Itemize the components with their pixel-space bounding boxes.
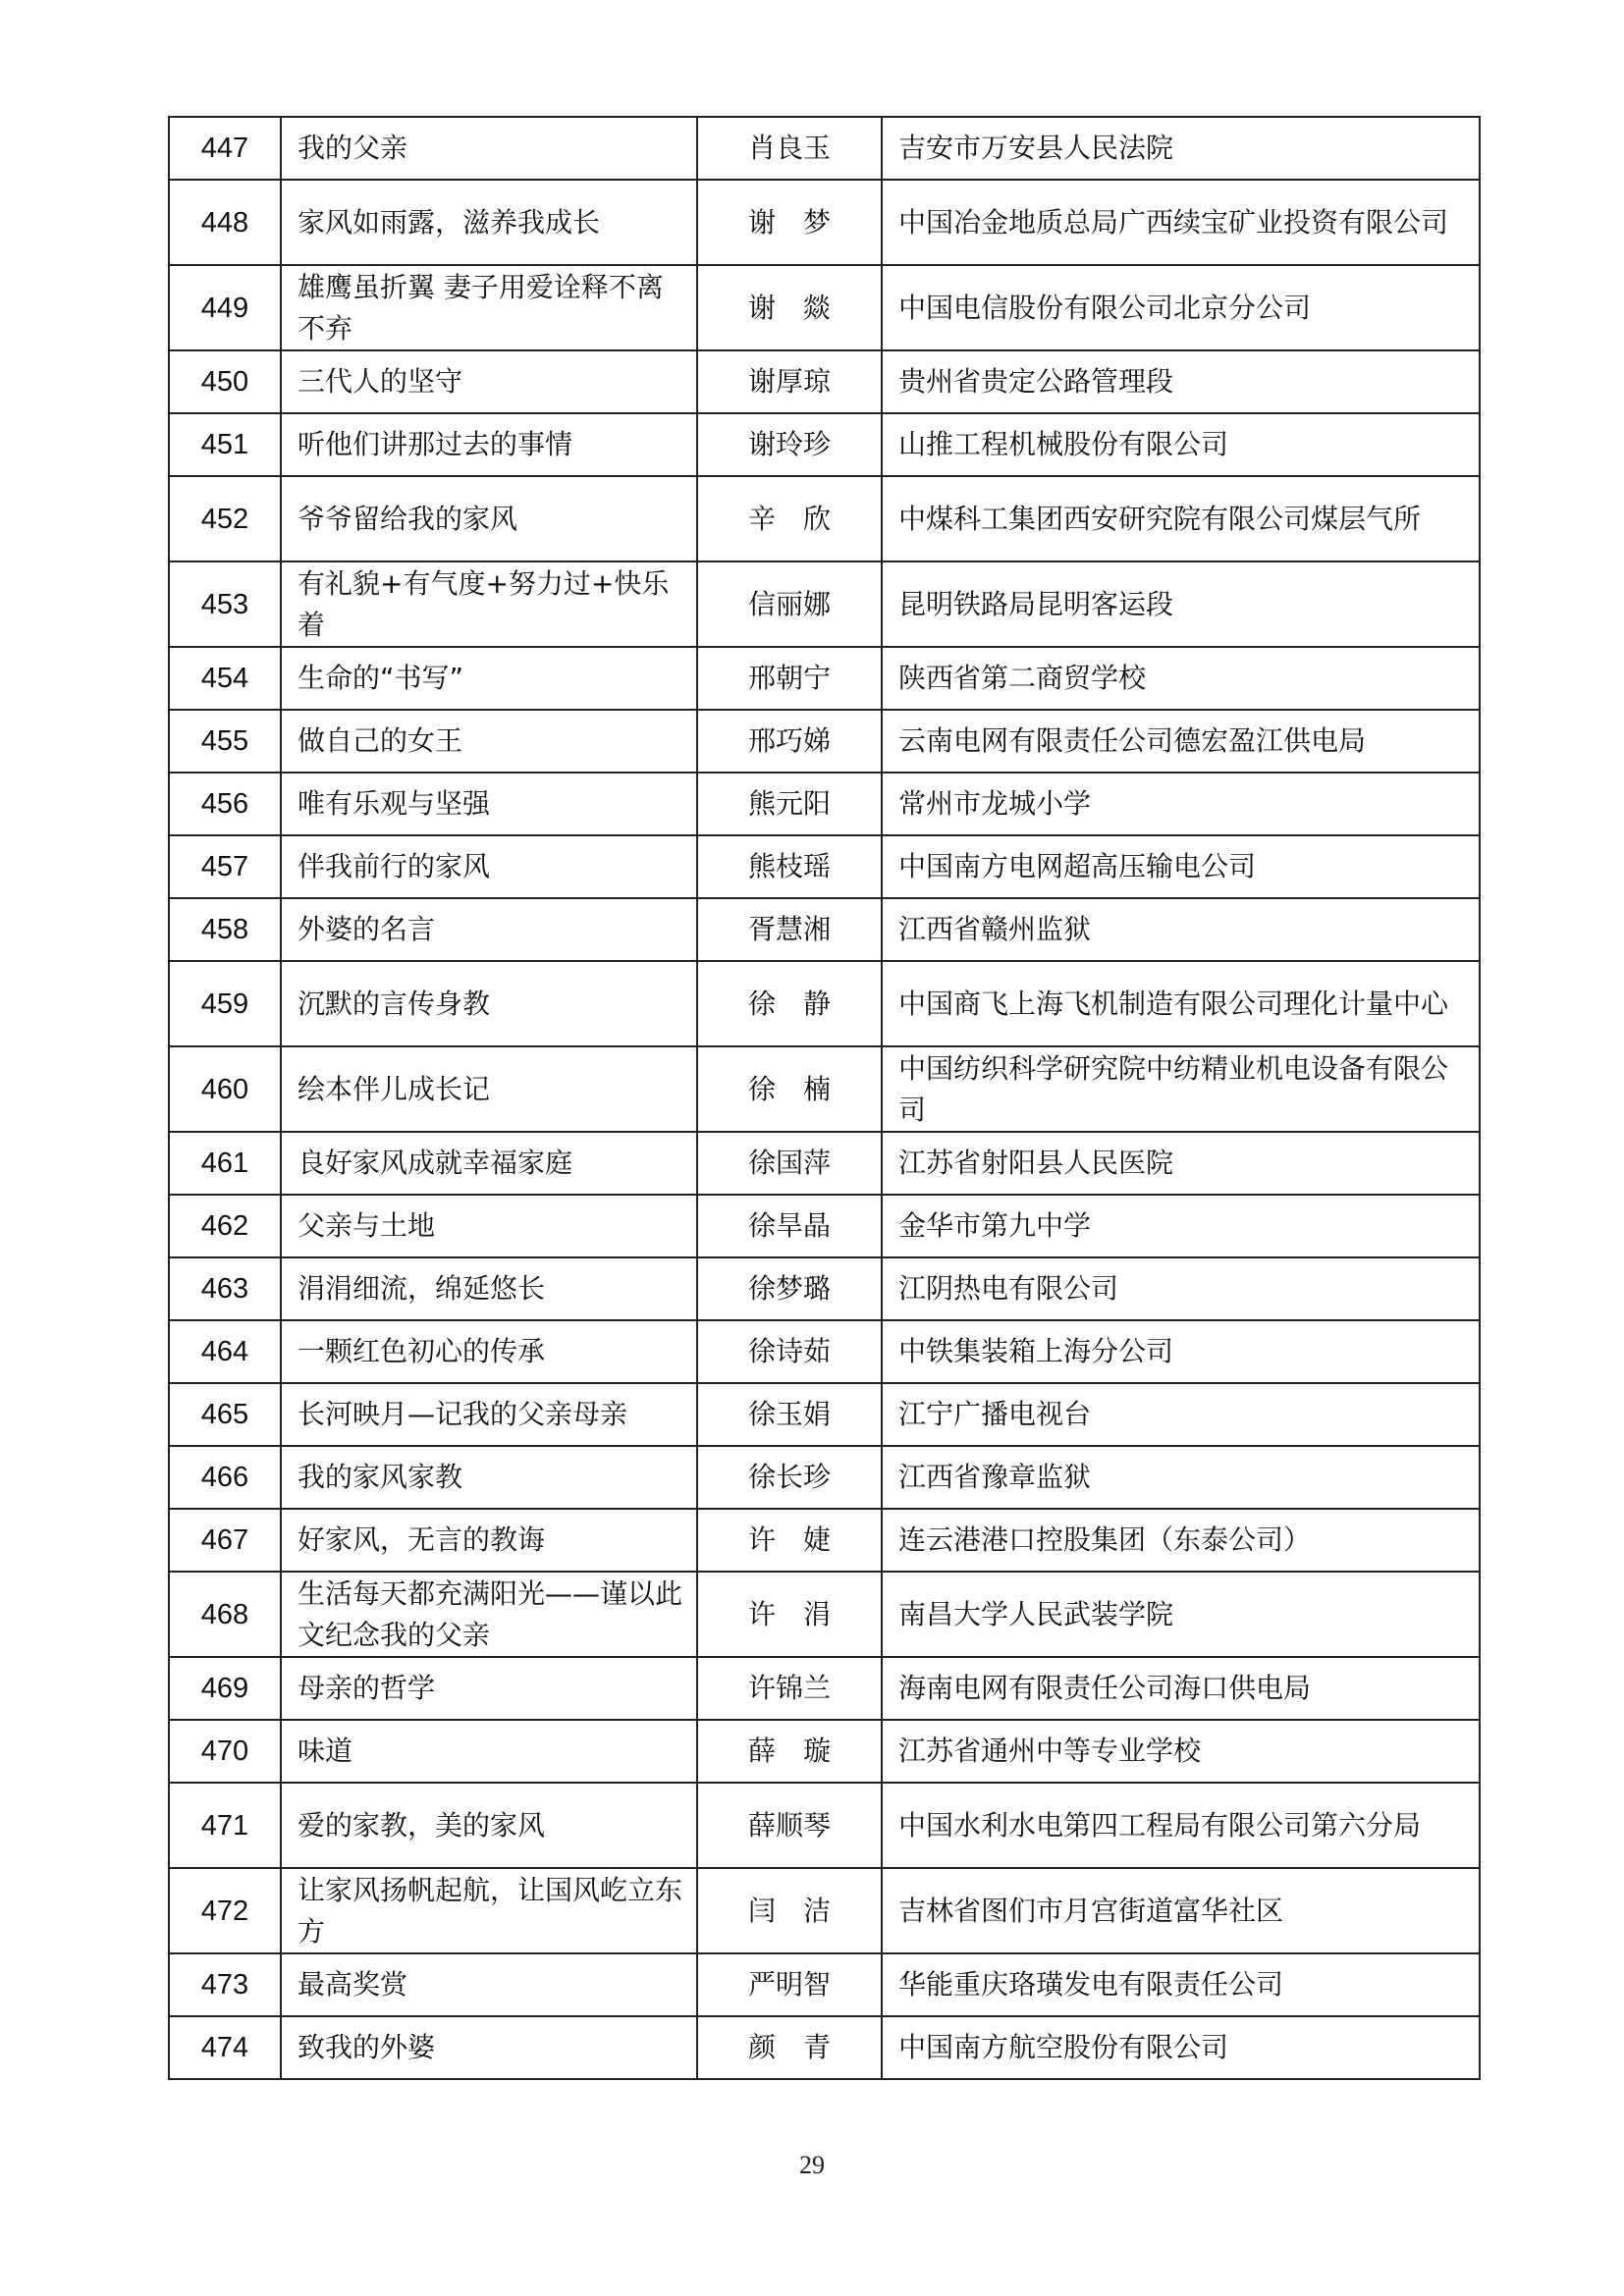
entry-title: 致我的外婆 bbox=[281, 2016, 697, 2079]
entry-organization: 云南电网有限责任公司德宏盈江供电局 bbox=[882, 710, 1480, 773]
entry-title: 绘本伴儿成长记 bbox=[281, 1046, 697, 1132]
table-row bbox=[169, 961, 1480, 1046]
table-row bbox=[169, 180, 1480, 265]
entry-number: 462 bbox=[169, 1195, 281, 1257]
entry-author: 熊枝瑶 bbox=[697, 835, 882, 898]
entry-author: 闫 洁 bbox=[697, 1868, 882, 1953]
entry-organization: 中煤科工集团西安研究院有限公司煤层气所 bbox=[882, 476, 1480, 561]
entry-number: 456 bbox=[169, 773, 281, 835]
entry-author: 许 涓 bbox=[697, 1572, 882, 1657]
entry-organization: 金华市第九中学 bbox=[882, 1195, 1480, 1257]
entry-author: 徐 楠 bbox=[697, 1046, 882, 1132]
entry-author: 谢玲珍 bbox=[697, 413, 882, 476]
entry-author: 薛 璇 bbox=[697, 1720, 882, 1783]
entry-number: 450 bbox=[169, 350, 281, 413]
table-row bbox=[169, 561, 1480, 647]
table-row bbox=[169, 1657, 1480, 1720]
entry-title: 长河映月—记我的父亲母亲 bbox=[281, 1383, 697, 1446]
entry-author: 谢 梦 bbox=[697, 180, 882, 265]
entry-number: 458 bbox=[169, 898, 281, 961]
table-row bbox=[169, 413, 1480, 476]
entry-author: 严明智 bbox=[697, 1953, 882, 2016]
entry-organization: 中国冶金地质总局广西续宝矿业投资有限公司 bbox=[882, 180, 1480, 265]
awards-table bbox=[168, 116, 1481, 2080]
table-row bbox=[169, 1195, 1480, 1257]
entry-title: 做自己的女王 bbox=[281, 710, 697, 773]
entry-organization: 中国南方电网超高压输电公司 bbox=[882, 835, 1480, 898]
entry-title: 唯有乐观与坚强 bbox=[281, 773, 697, 835]
entry-title: 爷爷留给我的家风 bbox=[281, 476, 697, 561]
entry-organization: 陕西省第二商贸学校 bbox=[882, 647, 1480, 710]
entry-number: 469 bbox=[169, 1657, 281, 1720]
entry-organization: 常州市龙城小学 bbox=[882, 773, 1480, 835]
entry-author: 谢 燚 bbox=[697, 265, 882, 350]
entry-author: 胥慧湘 bbox=[697, 898, 882, 961]
entry-author: 徐玉娟 bbox=[697, 1383, 882, 1446]
entry-author: 徐 静 bbox=[697, 961, 882, 1046]
entry-title: 外婆的名言 bbox=[281, 898, 697, 961]
entry-author: 颜 青 bbox=[697, 2016, 882, 2079]
entry-title: 有礼貌+有气度+努力过+快乐着 bbox=[281, 561, 697, 647]
entry-organization: 江西省赣州监狱 bbox=[882, 898, 1480, 961]
entry-title: 涓涓细流，绵延悠长 bbox=[281, 1257, 697, 1320]
entry-author: 谢厚琼 bbox=[697, 350, 882, 413]
entry-number: 474 bbox=[169, 2016, 281, 2079]
entry-title: 母亲的哲学 bbox=[281, 1657, 697, 1720]
entry-number: 473 bbox=[169, 1953, 281, 2016]
entry-author: 邢巧娣 bbox=[697, 710, 882, 773]
entry-organization: 中铁集装箱上海分公司 bbox=[882, 1320, 1480, 1383]
table-row bbox=[169, 1446, 1480, 1509]
table-row bbox=[169, 117, 1480, 180]
entry-title: 我的父亲 bbox=[281, 117, 697, 180]
entry-organization: 吉安市万安县人民法院 bbox=[882, 117, 1480, 180]
entry-title: 沉默的言传身教 bbox=[281, 961, 697, 1046]
entry-title: 生命的“书写” bbox=[281, 647, 697, 710]
entry-title: 最高奖赏 bbox=[281, 1953, 697, 2016]
entry-organization: 中国南方航空股份有限公司 bbox=[882, 2016, 1480, 2079]
table-row bbox=[169, 265, 1480, 350]
entry-number: 471 bbox=[169, 1783, 281, 1868]
entry-author: 信丽娜 bbox=[697, 561, 882, 647]
entry-number: 464 bbox=[169, 1320, 281, 1383]
entry-author: 许锦兰 bbox=[697, 1657, 882, 1720]
entry-number: 470 bbox=[169, 1720, 281, 1783]
entry-number: 467 bbox=[169, 1509, 281, 1572]
entry-organization: 江阴热电有限公司 bbox=[882, 1257, 1480, 1320]
entry-title: 一颗红色初心的传承 bbox=[281, 1320, 697, 1383]
entry-author: 邢朝宁 bbox=[697, 647, 882, 710]
table-row bbox=[169, 1320, 1480, 1383]
table-row bbox=[169, 1257, 1480, 1320]
entry-title: 我的家风家教 bbox=[281, 1446, 697, 1509]
entry-organization: 华能重庆珞璜发电有限责任公司 bbox=[882, 1953, 1480, 2016]
entry-organization: 江宁广播电视台 bbox=[882, 1383, 1480, 1446]
table-row bbox=[169, 835, 1480, 898]
entry-organization: 连云港港口控股集团（东泰公司） bbox=[882, 1509, 1480, 1572]
entry-organization: 海南电网有限责任公司海口供电局 bbox=[882, 1657, 1480, 1720]
entry-title: 好家风，无言的教诲 bbox=[281, 1509, 697, 1572]
entry-organization: 江苏省通州中等专业学校 bbox=[882, 1720, 1480, 1783]
entry-number: 468 bbox=[169, 1572, 281, 1657]
entry-number: 459 bbox=[169, 961, 281, 1046]
entry-title: 父亲与土地 bbox=[281, 1195, 697, 1257]
entry-organization: 江西省豫章监狱 bbox=[882, 1446, 1480, 1509]
entry-organization: 中国商飞上海飞机制造有限公司理化计量中心 bbox=[882, 961, 1480, 1046]
table-body bbox=[169, 117, 1480, 2079]
entry-organization: 贵州省贵定公路管理段 bbox=[882, 350, 1480, 413]
entry-number: 465 bbox=[169, 1383, 281, 1446]
entry-author: 薛顺琴 bbox=[697, 1783, 882, 1868]
entry-title: 良好家风成就幸福家庭 bbox=[281, 1132, 697, 1195]
entry-author: 徐梦璐 bbox=[697, 1257, 882, 1320]
entry-title: 伴我前行的家风 bbox=[281, 835, 697, 898]
table-row bbox=[169, 1720, 1480, 1783]
entry-author: 辛 欣 bbox=[697, 476, 882, 561]
entry-author: 徐旱晶 bbox=[697, 1195, 882, 1257]
entry-organization: 昆明铁路局昆明客运段 bbox=[882, 561, 1480, 647]
entry-organization: 中国水利水电第四工程局有限公司第六分局 bbox=[882, 1783, 1480, 1868]
entry-title: 听他们讲那过去的事情 bbox=[281, 413, 697, 476]
entry-title: 味道 bbox=[281, 1720, 697, 1783]
entry-author: 许 婕 bbox=[697, 1509, 882, 1572]
entry-number: 460 bbox=[169, 1046, 281, 1132]
table-row bbox=[169, 1953, 1480, 2016]
table-row bbox=[169, 1572, 1480, 1657]
entry-number: 449 bbox=[169, 265, 281, 350]
table-row bbox=[169, 350, 1480, 413]
table-row bbox=[169, 898, 1480, 961]
table-row bbox=[169, 1132, 1480, 1195]
entry-organization: 山推工程机械股份有限公司 bbox=[882, 413, 1480, 476]
entry-number: 447 bbox=[169, 117, 281, 180]
entry-title: 生活每天都充满阳光——谨以此文纪念我的父亲 bbox=[281, 1572, 697, 1657]
table-row bbox=[169, 1783, 1480, 1868]
entry-author: 熊元阳 bbox=[697, 773, 882, 835]
table-row bbox=[169, 773, 1480, 835]
table-row bbox=[169, 1046, 1480, 1132]
table-row bbox=[169, 2016, 1480, 2079]
entry-author: 徐长珍 bbox=[697, 1446, 882, 1509]
entry-author: 徐国萍 bbox=[697, 1132, 882, 1195]
entry-title: 三代人的坚守 bbox=[281, 350, 697, 413]
entry-title: 让家风扬帆起航，让国风屹立东方 bbox=[281, 1868, 697, 1953]
entry-number: 453 bbox=[169, 561, 281, 647]
entry-number: 452 bbox=[169, 476, 281, 561]
entry-number: 454 bbox=[169, 647, 281, 710]
table-row bbox=[169, 710, 1480, 773]
entry-organization: 吉林省图们市月宫街道富华社区 bbox=[882, 1868, 1480, 1953]
table-row bbox=[169, 1868, 1480, 1953]
entry-title: 家风如雨露，滋养我成长 bbox=[281, 180, 697, 265]
entry-organization: 中国纺织科学研究院中纺精业机电设备有限公司 bbox=[882, 1046, 1480, 1132]
entry-number: 455 bbox=[169, 710, 281, 773]
entry-number: 461 bbox=[169, 1132, 281, 1195]
entry-title: 雄鹰虽折翼 妻子用爱诠释不离不弃 bbox=[281, 265, 697, 350]
table-row bbox=[169, 1509, 1480, 1572]
entry-number: 451 bbox=[169, 413, 281, 476]
entry-organization: 中国电信股份有限公司北京分公司 bbox=[882, 265, 1480, 350]
entry-title: 爱的家教，美的家风 bbox=[281, 1783, 697, 1868]
entry-author: 徐诗茹 bbox=[697, 1320, 882, 1383]
entry-number: 472 bbox=[169, 1868, 281, 1953]
entry-number: 457 bbox=[169, 835, 281, 898]
entry-number: 463 bbox=[169, 1257, 281, 1320]
entry-author: 肖良玉 bbox=[697, 117, 882, 180]
entry-organization: 江苏省射阳县人民医院 bbox=[882, 1132, 1480, 1195]
entry-number: 466 bbox=[169, 1446, 281, 1509]
page-number: 29 bbox=[799, 2151, 825, 2179]
table-row bbox=[169, 647, 1480, 710]
entry-organization: 南昌大学人民武装学院 bbox=[882, 1572, 1480, 1657]
table-row bbox=[169, 1383, 1480, 1446]
entry-number: 448 bbox=[169, 180, 281, 265]
table-row bbox=[169, 476, 1480, 561]
